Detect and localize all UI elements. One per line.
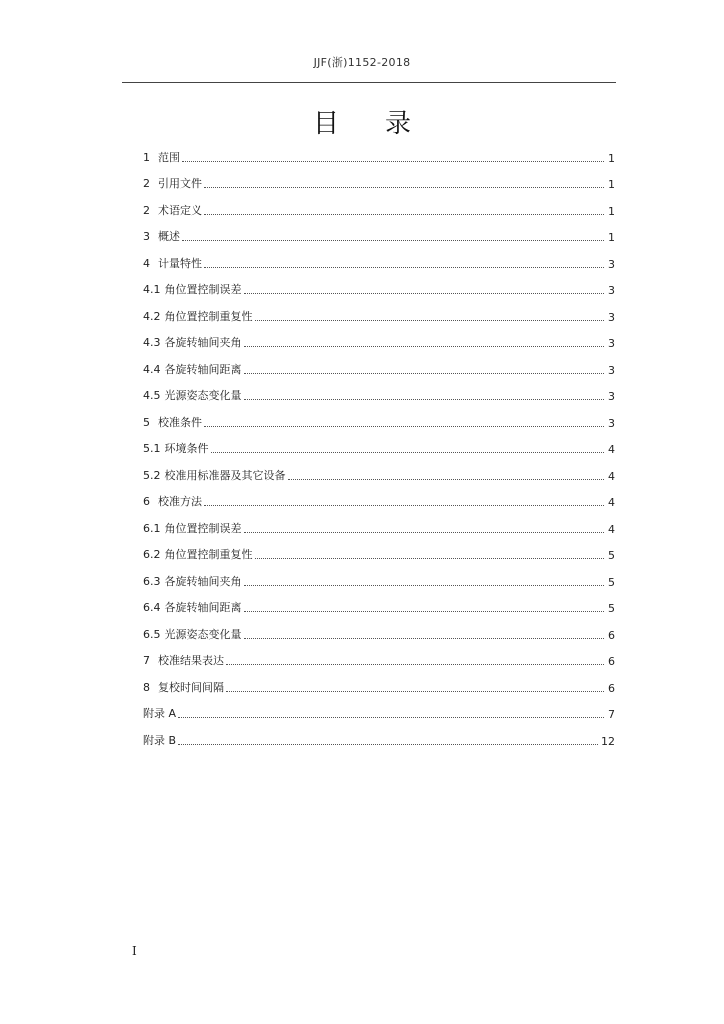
toc-entry[interactable] xyxy=(143,297,615,324)
toc-dot-leader xyxy=(226,664,604,665)
toc-entry-number: 6.2 xyxy=(143,548,161,561)
toc-dot-leader xyxy=(255,320,605,321)
toc-entry-number: 6.5 xyxy=(143,627,161,641)
toc-entry-number: 6 xyxy=(143,495,150,508)
toc-dot-leader xyxy=(244,346,605,347)
toc-entry-page: 4 xyxy=(608,496,615,509)
toc-entry-title: 各旋转轴间距离 xyxy=(164,362,242,376)
toc-entry-page: 1 xyxy=(608,231,615,244)
toc-entry-title: 各旋转轴间夹角 xyxy=(164,574,242,588)
toc-entry[interactable] xyxy=(143,218,615,245)
toc-entry-page: 1 xyxy=(608,178,615,191)
toc-entry[interactable] xyxy=(143,456,615,483)
toc-entry-page: 6 xyxy=(608,628,615,642)
toc-entry[interactable] xyxy=(143,483,615,510)
toc-dot-leader xyxy=(204,187,604,188)
toc-entry-page: 5 xyxy=(608,602,615,615)
toc-entry-page: 3 xyxy=(608,310,615,324)
toc-entry-number: 5.1 xyxy=(143,442,161,455)
toc-entry-page: 4 xyxy=(608,443,615,456)
toc-entry[interactable] xyxy=(143,271,615,298)
toc-entry-label xyxy=(143,440,209,456)
toc-entry-label xyxy=(143,281,242,297)
toc-dot-leader xyxy=(182,161,604,162)
toc-entry-title: 附录 A xyxy=(143,707,177,720)
toc-entry-number: 4.3 xyxy=(143,336,161,349)
toc-entry-label xyxy=(143,228,180,244)
toc-entry-label xyxy=(143,175,202,191)
toc-entry-page: 5 xyxy=(608,549,615,562)
toc-dot-leader xyxy=(178,717,604,718)
toc-entry-title: 引用文件 xyxy=(158,177,202,190)
toc-entry-page: 3 xyxy=(608,257,615,271)
toc-entry[interactable] xyxy=(143,244,615,271)
toc-entry-label xyxy=(143,255,202,271)
toc-entry-number: 4.4 xyxy=(143,362,161,376)
toc-entry-title: 各旋转轴间距离 xyxy=(164,601,242,614)
toc-entry-label xyxy=(143,387,242,403)
toc-dot-leader xyxy=(211,452,605,453)
toc-dot-leader xyxy=(244,399,605,400)
toc-dot-leader xyxy=(244,293,605,294)
toc-entry[interactable] xyxy=(143,695,615,722)
toc-entry-label xyxy=(143,546,253,562)
toc-dot-leader xyxy=(255,558,605,559)
toc-entry-title: 范围 xyxy=(158,150,180,164)
toc-entry-label xyxy=(143,361,242,377)
toc-entry-label xyxy=(143,626,242,642)
toc-entry-page: 3 xyxy=(608,337,615,350)
toc-entry-title: 术语定义 xyxy=(158,203,202,217)
header-divider xyxy=(122,82,616,83)
toc-entry-page: 4 xyxy=(608,522,615,536)
toc-entry-page: 6 xyxy=(608,681,615,695)
toc-entry-title: 校准条件 xyxy=(158,415,202,429)
toc-entry[interactable] xyxy=(143,191,615,218)
toc-entry[interactable] xyxy=(143,536,615,563)
toc-entry-title: 校准用标准器及其它设备 xyxy=(164,468,286,482)
toc-entry-page: 3 xyxy=(608,390,615,403)
toc-entry-page: 3 xyxy=(608,363,615,377)
toc-entry[interactable] xyxy=(143,138,615,165)
toc-dot-leader xyxy=(226,691,604,692)
table-of-contents xyxy=(143,138,615,748)
toc-entry-page: 7 xyxy=(608,708,615,721)
toc-dot-leader xyxy=(244,585,605,586)
toc-entry-number: 4.5 xyxy=(143,389,161,402)
document-code: JJF(浙)1152-2018 xyxy=(313,56,411,69)
toc-dot-leader xyxy=(204,214,604,215)
toc-entry-title: 附录 B xyxy=(143,733,177,747)
page-number: I xyxy=(132,944,137,958)
toc-entry[interactable] xyxy=(143,403,615,430)
toc-entry-number: 1 xyxy=(143,150,150,164)
toc-entry-title: 各旋转轴间夹角 xyxy=(164,336,242,349)
toc-entry-label xyxy=(143,202,202,218)
toc-entry[interactable] xyxy=(143,165,615,192)
toc-entry-number: 5.2 xyxy=(143,468,161,482)
toc-entry-number: 2 xyxy=(143,177,150,190)
toc-dot-leader xyxy=(244,373,605,374)
toc-entry-label xyxy=(143,679,224,695)
toc-entry[interactable] xyxy=(143,324,615,351)
toc-entry-number: 4 xyxy=(143,256,150,270)
toc-entry-number: 5 xyxy=(143,415,150,429)
toc-entry-page: 4 xyxy=(608,469,615,483)
toc-entry-title: 角位置控制误差 xyxy=(164,283,242,296)
toc-dot-leader xyxy=(204,505,604,506)
toc-entry-title: 角位置控制重复性 xyxy=(164,548,253,561)
toc-entry-title: 光源姿态变化量 xyxy=(164,389,242,402)
toc-entry-label xyxy=(143,308,253,324)
toc-entry-label xyxy=(143,467,286,483)
toc-entry[interactable] xyxy=(143,509,615,536)
toc-entry-number: 4.1 xyxy=(143,283,161,296)
toc-entry-label xyxy=(143,149,180,165)
toc-entry-number: 3 xyxy=(143,230,150,243)
toc-dot-leader xyxy=(182,240,604,241)
toc-entry[interactable] xyxy=(143,430,615,457)
toc-entry-number: 6.3 xyxy=(143,574,161,588)
toc-dot-leader xyxy=(204,267,604,268)
toc-entry-label xyxy=(143,573,242,589)
toc-entry[interactable] xyxy=(143,589,615,616)
toc-entry-number: 6.1 xyxy=(143,521,161,535)
toc-dot-leader xyxy=(204,426,604,427)
toc-dot-leader xyxy=(244,611,605,612)
toc-entry-number: 8 xyxy=(143,680,150,694)
toc-entry[interactable] xyxy=(143,377,615,404)
toc-entry-label xyxy=(143,705,176,721)
toc-entry[interactable] xyxy=(143,668,615,695)
toc-entry[interactable] xyxy=(143,615,615,642)
toc-entry-title: 概述 xyxy=(158,230,180,243)
toc-entry-page: 3 xyxy=(608,416,615,430)
toc-entry-label xyxy=(143,652,224,668)
toc-entry[interactable] xyxy=(143,642,615,669)
toc-entry-title: 计量特性 xyxy=(158,256,202,270)
toc-entry-number: 7 xyxy=(143,654,150,667)
toc-entry[interactable] xyxy=(143,562,615,589)
toc-entry-title: 校准结果表达 xyxy=(158,654,224,667)
toc-entry-number: 4.2 xyxy=(143,309,161,323)
toc-dot-leader xyxy=(244,638,605,639)
toc-dot-leader xyxy=(288,479,605,480)
toc-entry-page: 1 xyxy=(608,204,615,218)
toc-title: 目录 xyxy=(312,109,457,139)
toc-entry-label xyxy=(143,732,176,748)
toc-entry-page: 6 xyxy=(608,655,615,668)
toc-entry-title: 复校时间间隔 xyxy=(158,680,224,694)
toc-dot-leader xyxy=(178,744,598,745)
toc-entry-label xyxy=(143,599,242,615)
toc-entry-page: 3 xyxy=(608,284,615,297)
toc-entry-label xyxy=(143,334,242,350)
toc-dot-leader xyxy=(244,532,605,533)
toc-entry-page: 1 xyxy=(608,151,615,165)
toc-entry-number: 2 xyxy=(143,203,150,217)
toc-entry-title: 校准方法 xyxy=(158,495,202,508)
toc-entry-number: 6.4 xyxy=(143,601,161,614)
toc-entry-title: 角位置控制误差 xyxy=(164,521,242,535)
toc-entry-page: 12 xyxy=(601,734,615,748)
toc-entry-page: 5 xyxy=(608,575,615,589)
toc-entry-title: 光源姿态变化量 xyxy=(164,627,242,641)
toc-entry-label xyxy=(143,520,242,536)
toc-entry-label xyxy=(143,493,202,509)
toc-entry-title: 角位置控制重复性 xyxy=(164,309,253,323)
toc-entry[interactable] xyxy=(143,350,615,377)
toc-entry-label xyxy=(143,414,202,430)
toc-entry[interactable] xyxy=(143,721,615,748)
toc-entry-title: 环境条件 xyxy=(164,442,209,455)
